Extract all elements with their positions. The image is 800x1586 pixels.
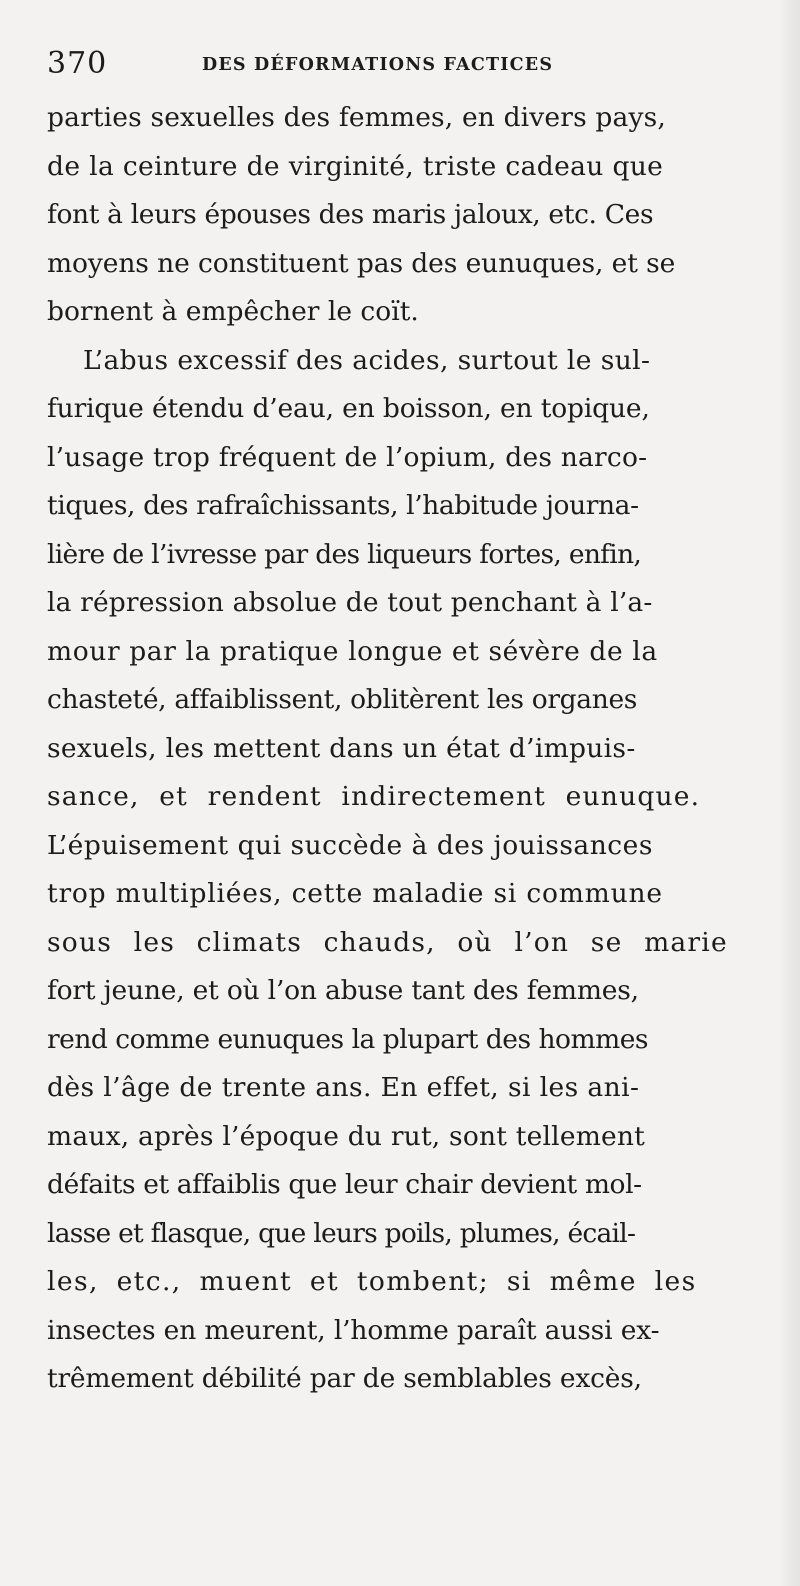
text-line: moyens ne constituent pas des eunuques, et se [47, 247, 676, 279]
text-line: insectes en meurent, l’homme paraît aussi ex- [47, 1314, 660, 1346]
page-number: 370 [47, 46, 108, 81]
text-line: trop multipliées, cette maladie si commune [47, 878, 663, 909]
text-line: maux, après l’époque du rut, sont tellement [47, 1120, 646, 1152]
text-line: tiques, des rafraîchissants, l’habitude journa- [47, 490, 639, 521]
text-line: les, etc., muent et tombent; si même les [47, 1266, 697, 1297]
text-line: l’usage trop fréquent de l’opium, des narco- [47, 441, 648, 473]
text-line: mour par la pratique longue et sévère de la [47, 635, 658, 667]
text-line: lasse et flasque, que leurs poils, plumes, écail- [47, 1217, 636, 1249]
text-line: furique étendu d’eau, en boisson, en topique, [47, 393, 650, 424]
text-line: L’épuisement qui succède à des jouissances [47, 829, 653, 861]
text-line: font à leurs épouses des maris jaloux, etc. Ces [47, 199, 654, 230]
text-line: chasteté, affaiblissent, oblitèrent les organes [47, 684, 638, 715]
text-line: fort jeune, et où l’on abuse tant des femmes, [47, 975, 639, 1006]
text-line paragraph-start: L’abus excessif des acides, surtout le sul- [83, 344, 651, 376]
text-line: sous les climats chauds, où l’on se marie [47, 926, 728, 958]
text-line: la répression absolue de tout penchant à l’a- [47, 587, 653, 618]
running-title: DES DÉFORMATIONS FACTICES [202, 55, 554, 75]
text-line: bornent à empêcher le coït. [47, 296, 419, 327]
running-head [47, 46, 747, 82]
text-line: de la ceinture de virginité, triste cadeau que [47, 150, 664, 182]
text-line: sexuels, les mettent dans un état d’impuis- [47, 732, 636, 764]
text-line: trêmement débilité par de semblables excès, [47, 1363, 642, 1394]
body-text [47, 94, 747, 1404]
text-line: défaits et affaiblis que leur chair devient mol- [47, 1169, 642, 1200]
text-line: lière de l’ivresse par des liqueurs fortes, enfin, [47, 538, 642, 570]
text-line: dès l’âge de trente ans. En effet, si les ani- [47, 1072, 640, 1103]
text-line: sance, et rendent indirectement eunuque. [47, 781, 701, 812]
text-line: rend comme eunuques la plupart des hommes [47, 1023, 649, 1055]
text-line: parties sexuelles des femmes, en divers pays, [47, 102, 666, 133]
